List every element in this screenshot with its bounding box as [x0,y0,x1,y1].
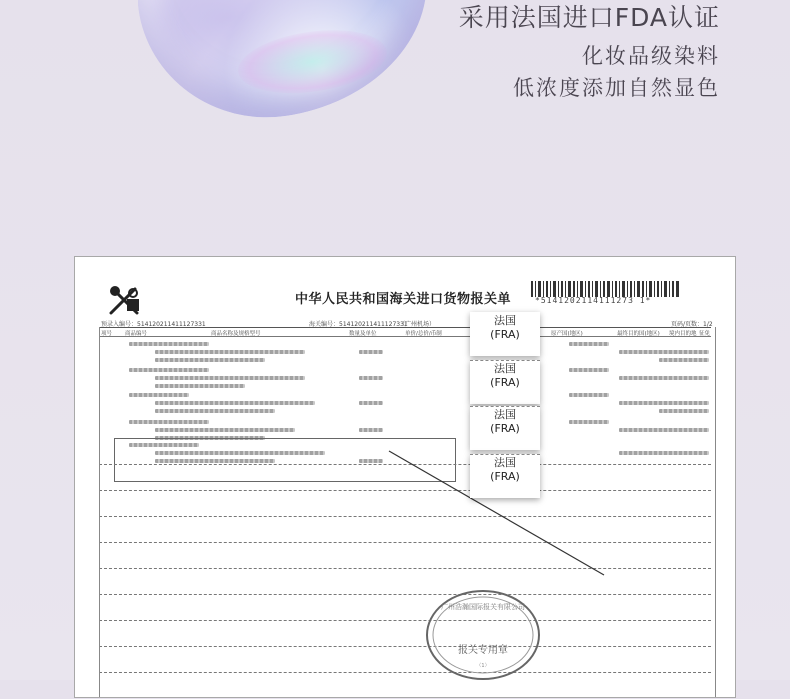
headline-fda: 采用法国进口FDA认证 [458,3,720,32]
origin-code: (FRA) [490,422,520,435]
cancel-slash-line [99,279,711,699]
document-title: 中华人民共和国海关进口货物报关单 [295,292,512,307]
col-header-no: 项号 [101,331,113,337]
col-header-price: 单价/总价/币制 [405,331,442,337]
origin-code: (FRA) [490,376,520,389]
page-count: 页码/页数：1/2 [671,321,713,328]
col-header-name: 商品名称及规格型号 [211,331,261,337]
customs-seal-stamp [423,587,543,682]
customs-port: （广州机场） [399,321,436,328]
stamp-label: 报关专用章 [458,645,508,656]
col-header-origin: 原产国(地区) [551,331,583,337]
customs-number: 海关编号：514120211411127331 [309,321,408,328]
headline-dye: 化妆品级染料 [582,44,720,68]
right-border-rule [715,327,717,697]
svg-text:（1）: （1） [476,663,490,669]
origin-tag [470,454,540,498]
col-header-code: 商品编号 [125,331,148,337]
customs-declaration-document [74,256,736,698]
col-header-duty: 征免 [699,331,711,337]
col-header-qty: 数量及单位 [349,331,377,337]
svg-text:广州浩瀚国际报关有限公司: 广州浩瀚国际报关有限公司 [441,603,525,611]
origin-code: (FRA) [490,328,520,341]
origin-country: 法国 [494,362,516,375]
origin-tag [470,312,540,356]
origin-tag [470,360,540,404]
col-header-place: 境内目的地 [669,331,697,337]
origin-tag [470,406,540,450]
left-border-rule [99,327,101,697]
headline-natural: 低浓度添加自然显色 [513,76,720,100]
headline [459,2,720,104]
decorative-bubble [127,0,443,134]
origin-country: 法国 [494,314,516,327]
origin-country: 法国 [494,408,516,421]
col-header-dest: 最终目的国(地区) [617,331,660,337]
origin-code: (FRA) [490,470,520,483]
origin-country: 法国 [494,456,516,469]
barcode-number: *5141202114111273 1* [535,296,652,305]
pre-entry-number: 预录入编号：514120211411127331 [101,321,206,328]
